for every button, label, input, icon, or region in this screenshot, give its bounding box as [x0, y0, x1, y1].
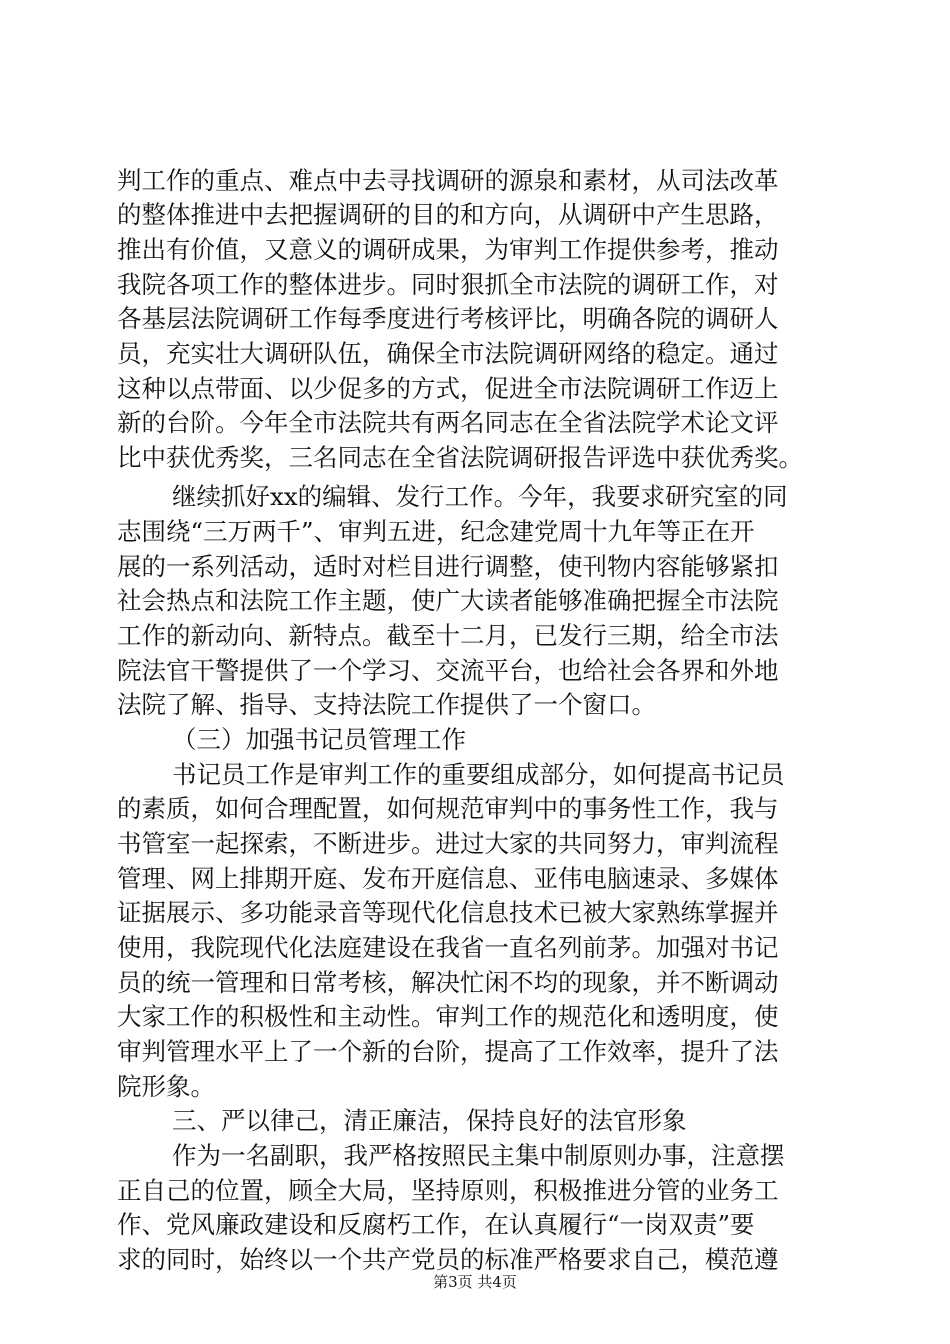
text-line: 审判管理水平上了一个新的台阶，提高了工作效率，提升了法	[117, 1037, 779, 1066]
text-line: 志围绕“三万两千”、审判五进，纪念建党周十九年等正在开	[117, 517, 755, 546]
text-line: 新的台阶。今年全市法院共有两名同志在全省法院学术论文评	[117, 408, 779, 437]
text-line: 员，充实壮大调研队伍，确保全市法院调研网络的稳定。通过	[117, 339, 779, 368]
text-line: 院形象。	[117, 1072, 215, 1101]
text-line: 继续抓好xx的编辑、发行工作。今年，我要求研究室的同	[172, 482, 788, 511]
text-line: 比中获优秀奖，三名同志在全省法院调研报告评选中获优秀奖。	[117, 443, 803, 472]
text-line: 推出有价值，又意义的调研成果，为审判工作提供参考，推动	[117, 235, 779, 264]
text-line: 证据展示、多功能录音等现代化信息技术已被大家熟练掌握并	[117, 898, 779, 927]
text-line: 工作的新动向、新特点。截至十二月，已发行三期，给全市法	[117, 621, 779, 650]
text-line: 法院了解、指导、支持法院工作提供了一个窗口。	[117, 690, 656, 719]
text-line: 使用，我院现代化法庭建设在我省一直名列前茅。加强对书记	[117, 933, 779, 962]
text-line: 书管室一起探索，不断进步。进过大家的共同努力，审判流程	[117, 829, 779, 858]
text-line: 大家工作的积极性和主动性。审判工作的规范化和透明度，使	[117, 1002, 779, 1031]
text-line: 判工作的重点、难点中去寻找调研的源泉和素材，从司法改革	[117, 166, 779, 195]
text-line: 社会热点和法院工作主题，使广大读者能够准确把握全市法院	[117, 586, 779, 615]
text-line: 管理、网上排期开庭、发布开庭信息、亚伟电脑速录、多媒体	[117, 864, 779, 893]
text-line: 求的同时，始终以一个共产党员的标准严格要求自己，模范遵	[117, 1245, 779, 1274]
text-line: 我院各项工作的整体进步。同时狠抓全市法院的调研工作，对	[117, 270, 779, 299]
text-line: 的整体推进中去把握调研的目的和方向，从调研中产生思路，	[117, 200, 779, 229]
page-number-footer: 第3页 共4页	[433, 1273, 517, 1291]
text-line: 作为一名副职，我严格按照民主集中制原则办事，注意摆	[172, 1141, 785, 1170]
text-line: 这种以点带面、以少促多的方式，促进全市法院调研工作迈上	[117, 374, 779, 403]
section-heading: 三、严以律己，清正廉洁，保持良好的法官形象	[172, 1106, 687, 1135]
text-line: 作、党风廉政建设和反腐朽工作，在认真履行“一岗双责”要	[117, 1210, 755, 1239]
text-line: 各基层法院调研工作每季度进行考核评比，明确各院的调研人	[117, 304, 779, 333]
text-line: 的素质，如何合理配置，如何规范审判中的事务性工作，我与	[117, 794, 779, 823]
text-line: 正自己的位置，顾全大局，坚持原则，积极推进分管的业务工	[117, 1176, 779, 1205]
text-line: 院法官干警提供了一个学习、交流平台，也给社会各界和外地	[117, 656, 779, 685]
text-line: 展的一系列活动，适时对栏目进行调整，使刊物内容能够紧扣	[117, 552, 779, 581]
text-line: 书记员工作是审判工作的重要组成部分，如何提高书记员	[172, 760, 785, 789]
section-heading: （三）加强书记员管理工作	[172, 725, 466, 754]
text-line: 员的统一管理和日常考核，解决忙闲不均的现象，并不断调动	[117, 968, 779, 997]
